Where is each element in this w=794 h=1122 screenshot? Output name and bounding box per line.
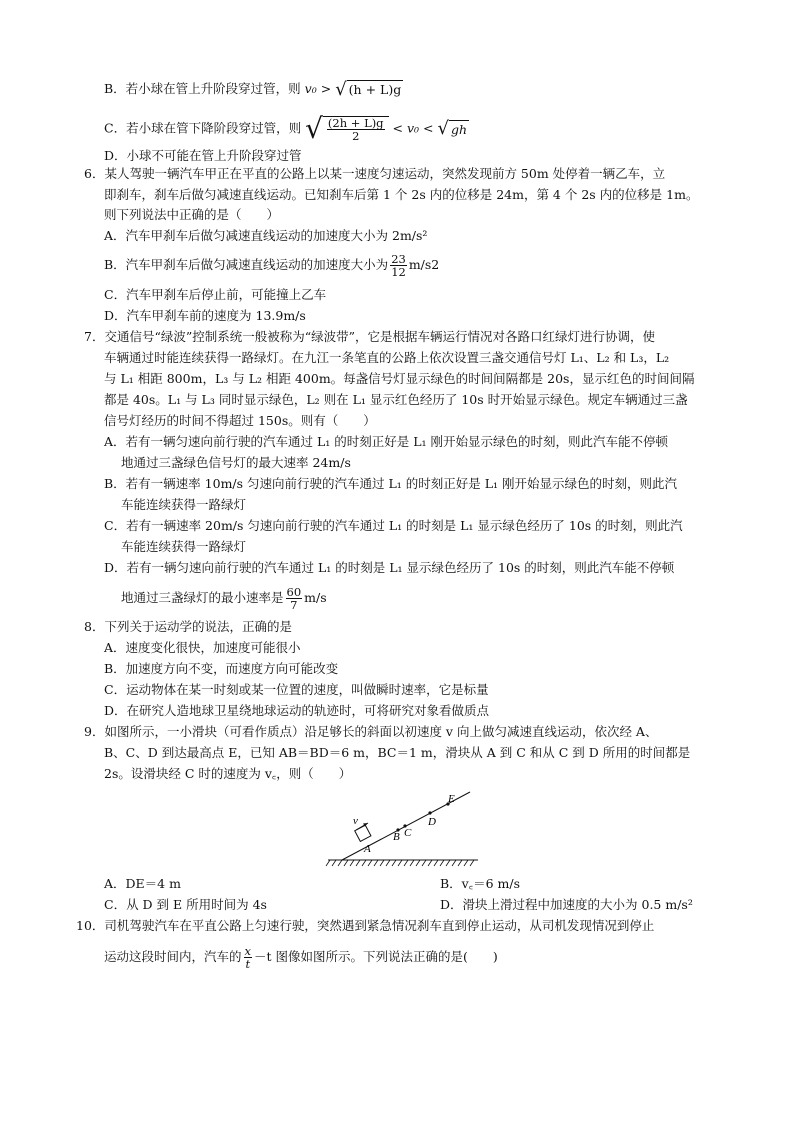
unit-text: m/s [304, 590, 327, 605]
unit-text: m/s2 [408, 257, 440, 272]
option-7b-line2: 车能连续获得一路绿灯 [121, 497, 247, 512]
question-6-line1: 6．某人驾驶一辆汽车甲正在平直的公路上以某一速度匀速运动，突然发现前方 50m 处停着一辆乙车，立 [84, 166, 666, 181]
option-7d-line1: D．若有一辆匀速向前行驶的汽车通过 L₁ 的时刻是 L₁ 显示绿色经历了 10s 的时刻，则此汽车能不停顿 [104, 560, 675, 575]
sqrt-radicand: gh [450, 121, 468, 137]
sqrt-expression: √ (h + L)g [335, 78, 402, 100]
option-6c: C．汽车甲刹车后停止前，可能撞上乙车 [104, 287, 327, 302]
frac-den: t [245, 957, 251, 971]
frac-num: 23 [391, 252, 406, 266]
option-7a-line2: 地通过三盏绿色信号灯的最大速率 24m/s [121, 455, 351, 470]
point-d [428, 811, 431, 814]
option-5d: D．小球不可能在管上升阶段穿过管 [104, 148, 302, 163]
question-7-line5: 信号灯经历的时间不得超过 150s。则有（ ） [104, 413, 376, 428]
fraction-x-t [244, 945, 253, 970]
option-7b-line1: B．若有一辆速率 10m/s 匀速向前行驶的汽车通过 L₁ 的时刻正好是 L₁ 刚开始显示绿色的时刻，则此汽 [104, 476, 678, 491]
option-6b [104, 253, 439, 278]
option-7d-line2 [121, 586, 327, 611]
label-v: v [353, 815, 358, 827]
option-7c-line1: C．若有一辆速率 20m/s 匀速向前行驶的汽车通过 L₁ 的时刻是 L₁ 显示绿色经历了 10s 的时刻，则此汽 [104, 518, 683, 533]
label-d: D [428, 816, 436, 828]
ground-hatching [326, 860, 474, 866]
option-text: B．汽车甲刹车后做匀减速直线运动的加速度大小为 [104, 257, 389, 272]
question-9-line2: B、C、D 到达最高点 E，已知 AB＝BD＝6 m，BC＝1 m，滑块从 A 到 C 和从 C 到 D 所用的时间都是 [104, 745, 691, 760]
math-inequality: < v₀ < [392, 120, 434, 136]
question-7-line3: 与 L₁ 相距 800m，L₃ 与 L₂ 相距 400m。每盏信号灯显示绿色的时间间隔都是 20s，显示红色的时间间隔 [104, 371, 695, 386]
sqrt-gh: √ gh [437, 118, 468, 139]
option-text: B．若小球在管上升阶段穿过管，则 [104, 81, 301, 96]
option-6a: A．汽车甲刹车后做匀减速直线运动的加速度大小为 2m/s² [104, 228, 428, 243]
question-7-line2: 车辆通过时能连续获得一路绿灯。在九江一条笔直的公路上依次设置三盏交通信号灯 L₁、L₂ 和 L₃，L₂ [104, 350, 670, 365]
sqrt-fraction: √ $\frac{(2h + L)g}{2}$ [305, 116, 389, 142]
question-9-line3: 2s。设滑块经 C 时的速度为 v꜀，则（ ） [104, 766, 352, 781]
frac-num: x [244, 944, 252, 958]
frac-num: 60 [286, 585, 302, 599]
frac-den: 7 [290, 598, 298, 612]
option-9a: A．DE＝4 m [104, 876, 181, 891]
option-9b: B．v꜀＝6 m/s [440, 876, 520, 891]
option-text: C．若小球在管下降阶段穿过管，则 [104, 120, 302, 136]
incline-figure [320, 788, 480, 870]
label-c: C [404, 827, 412, 839]
frac-den: 2 [352, 129, 360, 143]
question-10-line1: 10．司机驾驶汽车在平直公路上匀速行驶，突然遇到紧急情况刹车直到停止运动，从司机发现情况到停止 [76, 918, 655, 933]
question-6-line3: 则下列说法中正确的是（ ） [104, 207, 280, 222]
option-8a: A．速度变化很快，加速度可能很小 [104, 640, 301, 655]
frac-den: 12 [391, 265, 406, 279]
option-text: 地通过三盏绿灯的最小速率是 [121, 590, 284, 605]
option-8b: B．加速度方向不变，而速度方向可能改变 [104, 661, 339, 676]
fraction-60-7 [286, 586, 303, 611]
option-5c [104, 112, 469, 145]
question-7-line4: 都是 40s。L₁ 与 L₃ 同时显示绿色，L₂ 则在 L₁ 显示红色经历了 10s 时开始显示绿色。规定车辆通过三盏 [104, 392, 688, 407]
question-6-line2: 即刹车，刹车后做匀减速直线运动。已知刹车后第 1 个 2s 内的位移是 24m，第 4 个 2s 内的位移是 1m。 [104, 187, 699, 202]
option-8d: D．在研究人造地球卫星绕地球运动的轨迹时，可将研究对象看做质点 [104, 703, 490, 718]
fraction-23-12 [390, 253, 407, 278]
question-text: 运动这段时间内，汽车的 [104, 949, 242, 964]
option-5b [104, 80, 403, 99]
math-v0: v₀ > [304, 81, 332, 96]
sqrt-radicand: (h + L)g [348, 82, 402, 97]
label-a: A [364, 843, 371, 855]
question-10-line2 [104, 945, 498, 970]
option-9c: C．从 D 到 E 所用时间为 4s [104, 897, 267, 912]
slider-block [355, 825, 371, 841]
question-7-line1: 7．交通信号“绿波”控制系统一般被称为“绿波带”，它是根据车辆运行情况对各路口红绿灯进行协调，使 [84, 329, 656, 344]
option-7a-line1: A．若有一辆匀速向前行驶的汽车通过 L₁ 的时刻正好是 L₁ 刚开始显示绿色的时刻，则此汽车能不停顿 [104, 434, 669, 449]
option-7c-line2: 车能连续获得一路绿灯 [121, 539, 247, 554]
label-e: E [448, 793, 455, 805]
question-text: －t 图像如图所示。下列说法正确的是( ) [254, 949, 498, 964]
option-8c: C．运动物体在某一时刻或某一位置的速度，叫做瞬时速率，它是标量 [104, 682, 489, 697]
question-8: 8．下列关于运动学的说法，正确的是 [84, 619, 292, 634]
option-9d: D．滑块上滑过程中加速度的大小为 0.5 m/s² [440, 897, 693, 912]
option-6d: D．汽车甲刹车前的速度为 13.9m/s [104, 308, 306, 323]
frac-num: (2h + L)g [327, 116, 384, 130]
question-9-line1: 9．如图所示，一小滑块（可看作质点）沿足够长的斜面以初速度 v 向上做匀减速直线运动，依次经 A、 [84, 724, 658, 739]
label-b: B [393, 831, 400, 843]
